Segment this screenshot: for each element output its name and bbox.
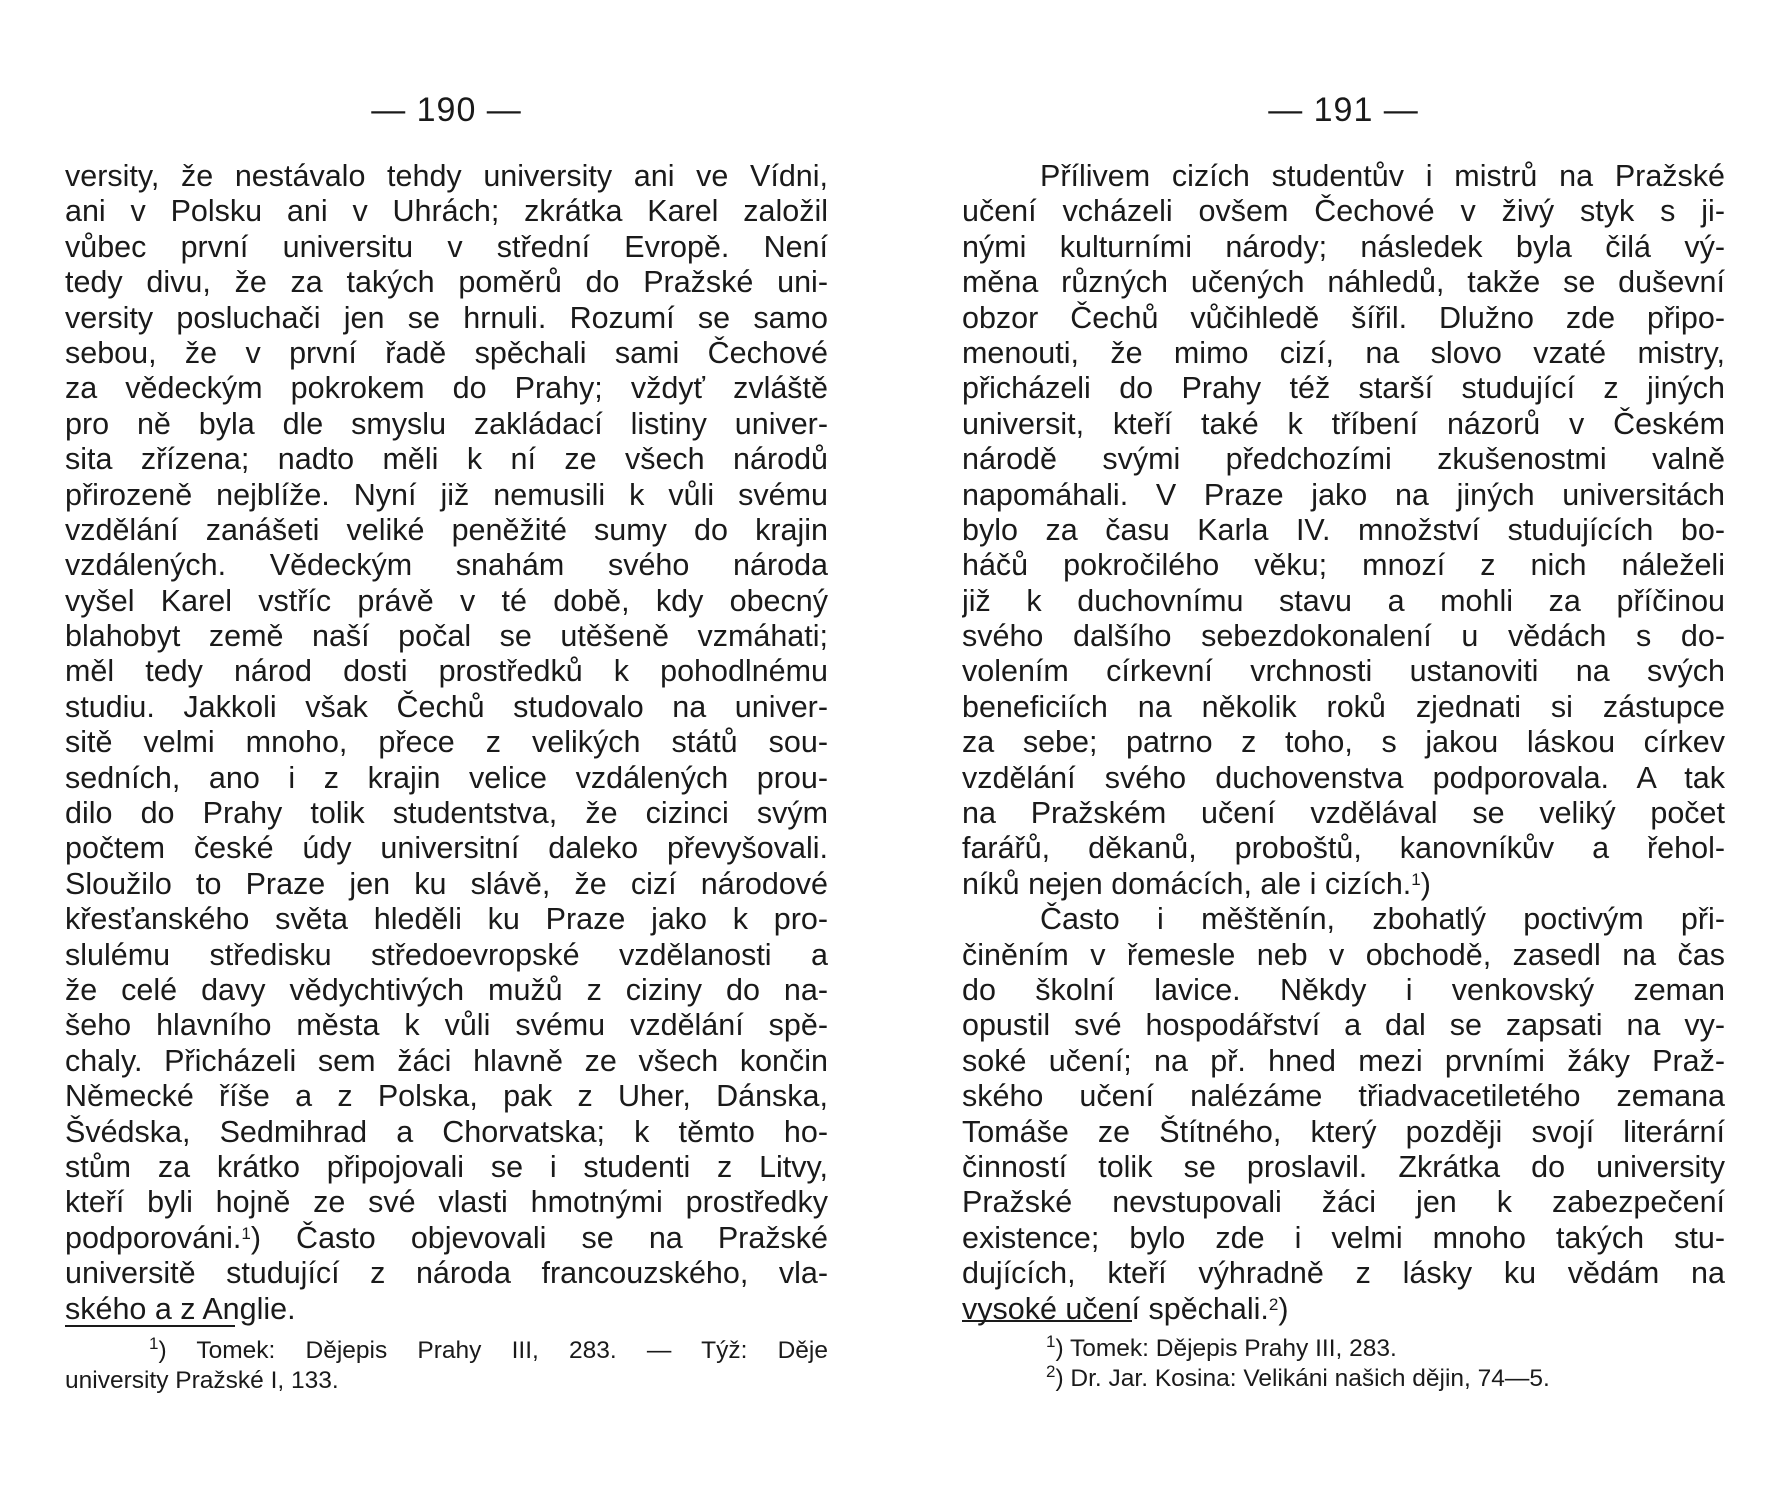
text-line: chaly. Přicházeli sem žáci hlavně ze všech končin <box>65 1043 828 1078</box>
text-line: beneficiích na několik roků zjednati si zástupce <box>962 689 1725 724</box>
paragraph-first-line: Často i měštěnín, zbohatlý poctivým při- <box>1040 902 1725 937</box>
footnote-mark-2: 2 <box>1046 1364 1056 1381</box>
text-line: Švédska, Sedmihrad a Chorvatska; k těmto ho- <box>65 1114 828 1149</box>
footnote-line <box>962 1364 1725 1394</box>
text-line: dujících, kteří výhradně z lásky ku vědám na <box>962 1256 1725 1291</box>
text-line: háčů pokročilého věku; mnozí z nich náleželi <box>962 548 1725 583</box>
footnote-text: ) Tomek: Dějepis Prahy III, 283. <box>1055 1335 1397 1362</box>
text-line: blahobyt země naší počal se utěšeně vzmáhati; <box>65 619 828 654</box>
text-line: stům za krátko připojovali se i studenti z Litvy, <box>65 1149 828 1184</box>
footnote-ref-1: 1 <box>1411 869 1421 889</box>
text-line: sitě velmi mnoho, přece z velikých států sou- <box>65 725 828 760</box>
text-line: existence; bylo zde i velmi mnoho takých stu- <box>962 1220 1725 1255</box>
text-line: šeho hlavního města k vůli svému vzdělání spě- <box>65 1008 828 1043</box>
text-line: dilo do Prahy tolik studentstva, že cizinci svým <box>65 796 828 831</box>
text-line: za sebe; patrno z toho, s jakou láskou církev <box>962 725 1725 760</box>
footnote-divider <box>65 1325 235 1327</box>
text-line: vzdělání zanášeti veliké peněžité sumy do krajin <box>65 512 828 547</box>
text-line: menouti, že mimo cizí, na slovo vzaté mistry, <box>962 335 1725 370</box>
text-line: ani v Polsku ani v Uhrách; zkrátka Karel založil <box>65 194 828 229</box>
text-line: měna různých učených náhledů, takže se duševní <box>962 265 1725 300</box>
text-line-footnote-ref <box>65 1221 828 1256</box>
text-line: národě svými předchozími zkušenostmi valně <box>962 442 1725 477</box>
text-line: vůbec první universitu v střední Evropě. Není <box>65 229 828 264</box>
page-number-right: — 191 — <box>1268 91 1419 129</box>
text-line: universit, kteří také k tříbení názorů v Českém <box>962 406 1725 441</box>
text-line: za vědeckým pokrokem do Prahy; vždyť zvláště <box>65 371 828 406</box>
footnote-mark-1: 1 <box>149 1336 159 1353</box>
footnote-text: ) Tomek: Dějepis Prahy III, 283. — Týž: Děje <box>158 1337 828 1364</box>
footnote-divider <box>962 1320 1132 1322</box>
text-line: že celé davy vědychtivých mužů z ciziny do na- <box>65 972 828 1007</box>
text-line: universitě studující z národa francouzského, vla- <box>65 1256 828 1291</box>
right-footnotes <box>962 1334 1725 1394</box>
text-line: pro ně byla dle smyslu zakládací listiny univer- <box>65 406 828 441</box>
text-line: Pražské nevstupovali žáci jen k zabezpečení <box>962 1185 1725 1220</box>
text-line: na Pražském učení vzdělával se veliký počet <box>962 796 1725 831</box>
text-line: kteří byli hojně ze své vlasti hmotnými prostředky <box>65 1185 828 1220</box>
text-line: slulému středisku středoevropské vzdělanosti a <box>65 937 828 972</box>
text-fragment: níků nejen domácích, ale i cizích. <box>962 866 1412 901</box>
text-line: učení vcházeli ovšem Čechové v živý styk s ji- <box>962 194 1725 229</box>
page-number-left: — 190 — <box>371 91 522 129</box>
text-line: versity, že nestávalo tehdy university ani ve Vídni, <box>65 159 828 193</box>
text-line: svého dalšího sebezdokonalení u vědách s do- <box>962 619 1725 654</box>
text-line: Německé říše a z Polska, pak z Uher, Dánska, <box>65 1079 828 1114</box>
text-fragment: ) <box>1278 1291 1289 1326</box>
footnote-line <box>65 1336 828 1366</box>
text-line: nými kulturními národy; následek byla čilá vý- <box>962 229 1725 264</box>
text-line: křesťanského světa hleděli ku Praze jako k pro- <box>65 902 828 937</box>
text-line: Sloužilo to Praze jen ku slávě, že cizí národové <box>65 866 828 901</box>
footnote-line: university Pražské I, 133. <box>65 1367 339 1394</box>
text-line: vzdálených. Vědeckým snahám svého národa <box>65 548 828 583</box>
text-line: vyšel Karel vstříc právě v té době, kdy obecný <box>65 583 828 618</box>
right-page-text <box>962 159 1725 1327</box>
text-line: bylo za času Karla IV. množství studujících bo- <box>962 512 1725 547</box>
text-line: ského učení nalézáme třiadvacetiletého zemana <box>962 1079 1725 1114</box>
text-line: soké učení; na př. hned mezi prvními žáky Praž- <box>962 1043 1725 1078</box>
footnote-ref-2: 2 <box>1268 1294 1279 1314</box>
text-line: tedy divu, že za takých poměrů do Pražské uni- <box>65 265 828 300</box>
text-line: volením církevní vrchnosti ustanoviti na svých <box>962 654 1725 689</box>
text-line: versity posluchači jen se hrnuli. Rozumí se samo <box>65 300 828 335</box>
text-line: sebou, že v první řadě spěchali sami Čechové <box>65 335 828 370</box>
text-line: sita zřízena; nadto měli k ní ze všech národů <box>65 442 828 477</box>
text-fragment: ) Často objevovali se na Pražské <box>250 1220 828 1255</box>
text-line: činěním v řemesle neb v obchodě, zasedl na čas <box>962 937 1725 972</box>
text-line: obzor Čechů vůčihledě šířil. Dlužno zde připo- <box>962 300 1725 335</box>
text-line: Tomáše ze Štítného, který později svojí literární <box>962 1114 1725 1149</box>
text-line: farářů, děkanů, proboštů, kanovníkův a řehol- <box>962 831 1725 866</box>
text-fragment: ) <box>1420 866 1431 901</box>
left-footnotes <box>65 1336 828 1396</box>
text-line: přicházeli do Prahy též starší studující z jiných <box>962 371 1725 406</box>
text-fragment: podporováni. <box>65 1220 242 1255</box>
footnote-mark-1: 1 <box>1046 1334 1056 1351</box>
text-line: opustil své hospodářství a dal se zapsati na vy- <box>962 1008 1725 1043</box>
paragraph-first-line: Přílivem cizích studentův i mistrů na Pražské <box>1040 159 1725 193</box>
text-line: počtem české údy universitní daleko převyšovali. <box>65 831 828 866</box>
text-line-footnote-ref <box>962 867 1725 902</box>
footnote-line <box>962 1334 1725 1364</box>
text-line: sedních, ano i z krajin velice vzdálených prou- <box>65 760 828 795</box>
left-page-text <box>65 159 828 1327</box>
footnote-ref-1: 1 <box>241 1223 251 1243</box>
text-line: již k duchovnímu stavu a mohli za příčinou <box>962 583 1725 618</box>
text-line: do školní lavice. Někdy i venkovský zeman <box>962 972 1725 1007</box>
text-line: přirozeně nejblíže. Nyní již nemusili k vůli svému <box>65 477 828 512</box>
text-line: napomáhali. V Praze jako na jiných universitách <box>962 477 1725 512</box>
text-line: studiu. Jakkoli však Čechů studovalo na univer- <box>65 689 828 724</box>
text-line: činností tolik se proslavil. Zkrátka do university <box>962 1149 1725 1184</box>
text-fragment: vysoké učení spěchali. <box>962 1291 1269 1326</box>
text-line-last: ského a z Anglie. <box>65 1291 296 1326</box>
footnote-text: ) Dr. Jar. Kosina: Velikáni našich dějin, 74—5. <box>1055 1365 1550 1392</box>
text-line: vzdělání svého duchovenstva podporovala. A tak <box>962 760 1725 795</box>
text-line: měl tedy národ dosti prostředků k pohodlnému <box>65 654 828 689</box>
